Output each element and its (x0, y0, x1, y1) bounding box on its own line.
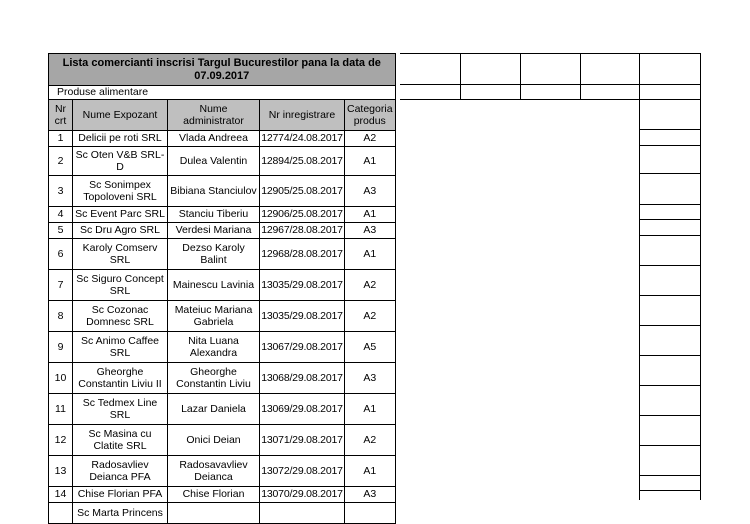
registration-number (260, 503, 345, 524)
exhibitor-name: Sc Marta Princens (73, 503, 168, 524)
row-number (49, 503, 73, 524)
registration-number: 12906/25.08.2017 (260, 207, 345, 223)
row-number: 4 (49, 207, 73, 223)
row-number: 9 (49, 332, 73, 363)
administrator-name: Verdesi Mariana (168, 223, 260, 239)
row-number: 10 (49, 363, 73, 394)
administrator-name: Dezso Karoly Balint (168, 239, 260, 270)
column-header-expozant: Nume Expozant (73, 100, 168, 131)
column-header-categoria: Categoria produs (345, 100, 396, 131)
product-category: A5 (345, 332, 396, 363)
exhibitor-name: Sc Dru Agro SRL (73, 223, 168, 239)
registration-number: 13067/29.08.2017 (260, 332, 345, 363)
administrator-name: Dulea Valentin (168, 147, 260, 176)
exhibitor-name: Sc Cozonac Domnesc SRL (73, 301, 168, 332)
administrator-name: Vlada Andreea (168, 131, 260, 147)
registration-number: 12967/28.08.2017 (260, 223, 345, 239)
product-category: A3 (345, 487, 396, 503)
table-row (49, 223, 396, 239)
registration-number: 13070/29.08.2017 (260, 487, 345, 503)
table-row (49, 301, 396, 332)
exhibitor-name: Sc Event Parc SRL (73, 207, 168, 223)
registration-number: 13072/29.08.2017 (260, 456, 345, 487)
administrator-name: Mainescu Lavinia (168, 270, 260, 301)
exhibitor-name: Gheorghe Constantin Liviu II (73, 363, 168, 394)
administrator-name: Gheorghe Constantin Liviu (168, 363, 260, 394)
table-row (49, 131, 396, 147)
product-category (345, 503, 396, 524)
registration-number: 12894/25.08.2017 (260, 147, 345, 176)
table-header-row (49, 100, 396, 131)
administrator-name: Onici Deian (168, 425, 260, 456)
column-header-nr: Nr crt (49, 100, 73, 131)
exhibitor-name: Delicii pe roti SRL (73, 131, 168, 147)
table-row (49, 239, 396, 270)
registration-number: 13035/29.08.2017 (260, 270, 345, 301)
exhibitor-name: Sc Animo Caffee SRL (73, 332, 168, 363)
table-row (49, 394, 396, 425)
administrator-name: Radosavavliev Deianca (168, 456, 260, 487)
product-category: A1 (345, 147, 396, 176)
registration-number: 13035/29.08.2017 (260, 301, 345, 332)
product-category: A2 (345, 301, 396, 332)
section-label: Produse alimentare (49, 86, 396, 100)
row-number: 8 (49, 301, 73, 332)
table-row (49, 363, 396, 394)
exhibitor-name: Sc Tedmex Line SRL (73, 394, 168, 425)
product-category: A3 (345, 363, 396, 394)
exhibitor-name: Sc Sonimpex Topoloveni SRL (73, 176, 168, 207)
administrator-name: Lazar Daniela (168, 394, 260, 425)
product-category: A1 (345, 456, 396, 487)
administrator-name: Stanciu Tiberiu (168, 207, 260, 223)
table-row (49, 270, 396, 301)
product-category: A2 (345, 425, 396, 456)
exhibitor-name: Radosavliev Deianca PFA (73, 456, 168, 487)
product-category: A1 (345, 394, 396, 425)
row-number: 1 (49, 131, 73, 147)
exhibitor-name: Sc Oten V&B SRL-D (73, 147, 168, 176)
table-row (49, 456, 396, 487)
table-row (49, 425, 396, 456)
exhibitor-name: Karoly Comserv SRL (73, 239, 168, 270)
table-row (49, 332, 396, 363)
row-number: 12 (49, 425, 73, 456)
product-category: A2 (345, 131, 396, 147)
table-row (49, 207, 396, 223)
table-row (49, 147, 396, 176)
product-category: A3 (345, 176, 396, 207)
exhibitor-name: Sc Siguro Concept SRL (73, 270, 168, 301)
registration-number: 12968/28.08.2017 (260, 239, 345, 270)
exhibitor-name: Chise Florian PFA (73, 487, 168, 503)
table-row (49, 503, 396, 524)
registration-number: 13068/29.08.2017 (260, 363, 345, 394)
registration-number: 13069/29.08.2017 (260, 394, 345, 425)
row-number: 7 (49, 270, 73, 301)
page-title: Lista comercianti inscrisi Targul Bucurestilor pana la data de 07.09.2017 (49, 54, 396, 86)
administrator-name: Chise Florian (168, 487, 260, 503)
administrator-name: Bibiana Stanciulov (168, 176, 260, 207)
product-category: A1 (345, 239, 396, 270)
product-category: A2 (345, 270, 396, 301)
product-category: A3 (345, 223, 396, 239)
registration-number: 12774/24.08.2017 (260, 131, 345, 147)
exhibitors-table (48, 53, 396, 524)
table-row (49, 176, 396, 207)
row-number: 14 (49, 487, 73, 503)
product-category: A1 (345, 207, 396, 223)
row-number: 2 (49, 147, 73, 176)
administrator-name: Nita Luana Alexandra (168, 332, 260, 363)
column-header-inregistrare: Nr inregistrare (260, 100, 345, 131)
table-row (49, 487, 396, 503)
exhibitor-name: Sc Masina cu Clatite SRL (73, 425, 168, 456)
registration-number: 13071/29.08.2017 (260, 425, 345, 456)
row-number: 11 (49, 394, 73, 425)
registration-number: 12905/25.08.2017 (260, 176, 345, 207)
row-number: 6 (49, 239, 73, 270)
administrator-name: Mateiuc Mariana Gabriela (168, 301, 260, 332)
column-header-administrator: Nume administrator (168, 100, 260, 131)
row-number: 13 (49, 456, 73, 487)
administrator-name (168, 503, 260, 524)
row-number: 5 (49, 223, 73, 239)
row-number: 3 (49, 176, 73, 207)
